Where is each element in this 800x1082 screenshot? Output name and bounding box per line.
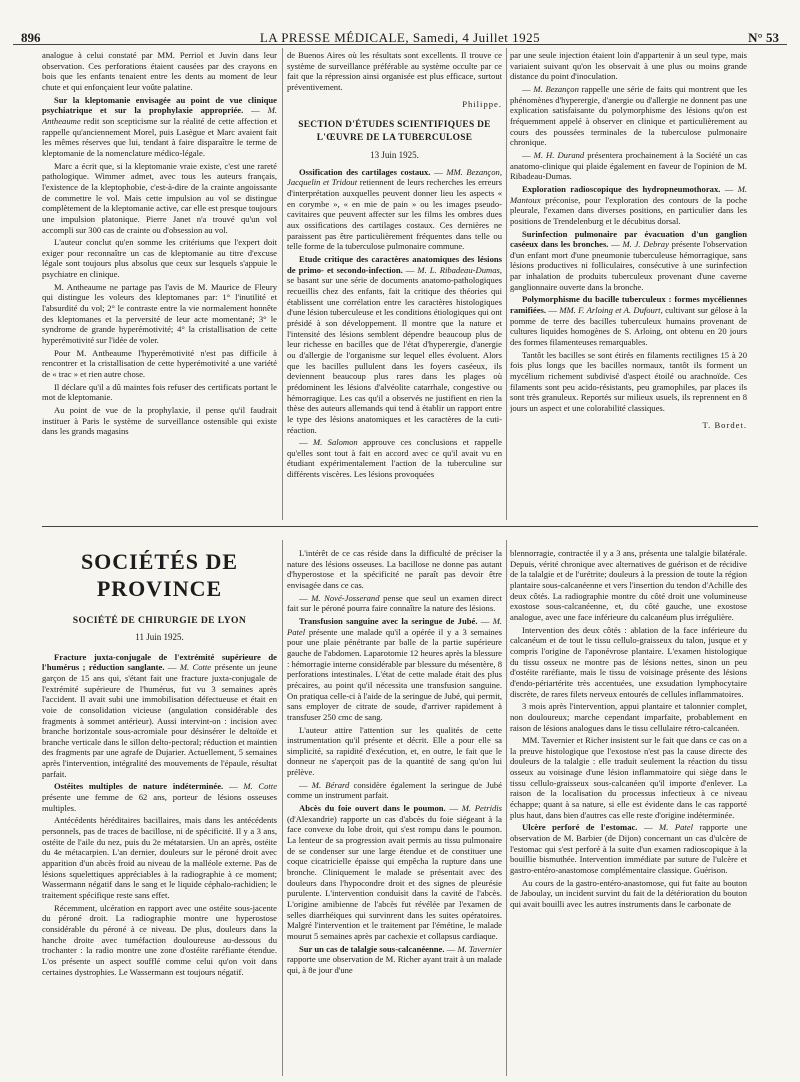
paragraph: Au point de vue de la prophylaxie, il pense qu'il faudrait instituer à Paris le système de surveillance ostensible qui existe dans les grands magasins — [42, 405, 277, 437]
paragraph: Exploration radioscopique des hydropneumothorax. — M. Mantoux préconise, pour l'exploration des contours de la poche pleurale, l'examen dans diverses positions, en particulier dans les positions de Trendelenburg et le décubitus dorsal. — [510, 183, 747, 226]
section-divider — [42, 526, 758, 527]
column-rule — [506, 540, 507, 1076]
author: MM. Bezançon, Jacquelin et Tridout — [287, 166, 502, 188]
author: M. Bérard — [311, 779, 350, 790]
paragraph: — M. Salomon approuve ces conclusions et rappelle qu'elles sont tout à fait en accord avec ce qu'il avait vu en étudiant expérimentalement l'action de la tuberculine sur différents viscères. Les lésions provoquées — [287, 437, 502, 480]
article-heading: Fracture juxta-conjugale de l'extrémité supérieure de l'humérus ; réduction sanglante. — [42, 651, 277, 673]
paragraph: Ulcère perforé de l'estomac. — M. Patel rapporte une observation de M. Barbier (de Dijon) concernant un cas d'ulcère de l'estomac qui s'est perforé à la suite d'un examen radioscopique à la bouillie bismuthée. Intervention immédiate par suture de l'ulcère et gastro-entéro-anastomose complémentaire classique. Guérison. — [510, 822, 747, 876]
paragraph: Fracture juxta-conjugale de l'extrémité supérieure de l'humérus ; réduction sanglante. — M. Cotte présente un jeune garçon de 15 ans qui, s'étant fait une fracture juxta-conjugale de l'extrémité supérieure de l'humérus, fut vu 3 semaines après l'accident. Il avait subi une immobilisation défectueuse et était en voie de consolidation vicieuse (angulation considérable des fragments à sommet antérieur). Aussi intervint-on : incision avec branche horizontale sous-acromiale pour désinsérer le deltoïde et branche verticale dans le sillon delto-pectoral; réduction et maintien des fragments par une agrafe de Dujarier. Actuellement, 5 semaines après l'intervention, intégralité des mouvements de l'épaule, résultat parfait. — [42, 651, 277, 779]
paragraph: — M. Bérard considère également la seringue de Jubé comme un instrument parfait. — [287, 779, 502, 801]
article-heading: Surinfection pulmonaire par évacuation d'un ganglion caséeux dans les bronches. — [510, 228, 747, 250]
author: M. Patel — [287, 615, 502, 637]
paragraph: Récemment, ulcération en rapport avec une ostéite sous-jacente du péroné droit. La radiographie montre une hyperostose considérable du péroné à ce niveau. De plus, douleurs dans la hanche droite avec tuméfaction douloureuse au-dessous du trochanter : la radio montre une zone d'ostéite raréfiante étendue. L'os présente un aspect soufflé comme celui qu'on voit dans certaines dystrophies. Le Wassermann est toujours négatif. — [42, 902, 277, 977]
paragraph: blennorragie, contractée il y a 3 ans, présenta une talalgie bilatérale. Depuis, vérité chronique avec alternatives de guérison et de récidive de la talalgie et de l'urétrite; douleurs à la pression de toute la région plantaire sous-calcanéenne et vers l'insertion du tendon d'Achille des deux côtés. La radiographie montre du côté droit une volumineuse exostose sous-calcanéenne, et, du côté gauche, une exostose analogue, avec une face inférieure du calcanéum plus irrégulière. — [510, 548, 747, 622]
paragraph: — M. Nové-Josserand pense que seul un examen direct fait sur le péroné pourra faire connaître la nature des lésions. — [287, 592, 502, 614]
author: M. Mantoux — [510, 183, 747, 205]
paragraph: Ossification des cartilages costaux. — MM. Bezançon, Jacquelin et Tridout retiennent de leurs recherches les erreurs d'interprétation auxquelles peuvent donner lieu les aspects « en corymbe », « en mie de pain » ou les images pseudo-cavitaires que peuvent affecter sur les films les ombres dues aux ossifications des cartilages costaux. Ces dernières ne paraissent pas être particulièrement fréquentes dans telle ou telle forme de la tuberculose pulmonaire commune. — [287, 166, 502, 252]
paragraph: Sur la kleptomanie envisagée au point de vue clinique psychiatrique et sur la prophylaxie appropriée. — M. Antheaume redit son scepticisme sur la réalité de cette affection et rappelle qu'anciennement Morel, puis Lasègue et Marc avaient fait les mêmes réserves que lui, tendant à faire disparaître le terme de kleptomanie de la nomenclature médico-légale. — [42, 94, 277, 158]
paragraph: analogue à celui constaté par MM. Perriol et Juvin dans leur observation. Ces perforations étaient causées par des crayons en bois que les enfants tenaient entre les dents au moment de leur chute et qui enfonçaient leur voûte palatine. — [42, 50, 277, 92]
paragraph: Marc a écrit que, si la kleptomanie vraie existe, c'est une rareté pathologique. Wimmer admet, avec tous les auteurs français, l'existence de la kleptophobie, c'est-à-dire de la crainte angoissante de commettre le vol. Mais cette impulsion au vol se distingue complètement de la kleptomanie active, car elle est presque toujours une impulsion platonique. Pierre Janet n'a trouvé qu'un vol accompli sur 300 cas de crainte ou d'obsession au vol. — [42, 160, 277, 235]
author: M. Antheaume — [42, 105, 277, 126]
author: M. Salomon — [312, 437, 358, 448]
paragraph: 3 mois après l'intervention, appui plantaire et talonnier complet, non douloureux; marche cependant imparfaite, probablement en raison de lésions analogues dans le tissu cellulaire rétro-calcanéen. — [510, 701, 747, 733]
signature: T. Bordet. — [702, 419, 747, 430]
author: M. Cotte — [243, 781, 277, 792]
paragraph: Polymorphisme du bacille tuberculeux : formes mycéliennes ramifiées. — MM. F. Arloing et A. Dufourt, cultivant sur gélose à la pomme de terre des bacilles tuberculeux humains provenant de cultures liquides homogènes de S. Arloing, ont obtenu en 20 jours des formes filamenteuses remarquables. — [510, 294, 747, 348]
author: M. Cotte — [179, 662, 212, 673]
society-date: 11 Juin 1925. — [135, 632, 184, 643]
journal-title: LA PRESSE MÉDICALE, Samedi, 4 Juillet 1925 — [259, 30, 541, 45]
society-title: SOCIÉTÉ DE CHIRURGIE DE LYON — [72, 614, 247, 626]
author: M. L. Ribadeau-Dumas — [417, 264, 500, 275]
signature: Philippe. — [462, 98, 502, 109]
paragraph: L'auteur attire l'attention sur les qualités de cette instrumentation qu'il présente et décrit. Elle a pour elle sa simplicité, sa rapidité d'exécution, et, en outre, le fait que le donneur ne s'aperçoit pas de la quantité de sang qu'on lui prélève. — [287, 724, 502, 778]
article-heading: Exploration radioscopique des hydropneumothorax. — [522, 183, 721, 194]
top-column-3 — [510, 50, 747, 517]
column-rule — [282, 48, 283, 520]
article-heading: Ossification des cartilages costaux. — [299, 166, 431, 177]
section-date: 13 Juin 1925. — [370, 149, 419, 160]
paragraph: MM. Tavernier et Richer insistent sur le fait que dans ce cas on a la preuve histologique que l'exostose n'est pas la cause directe des douleurs de la talalgie : elle traduit seulement la réaction du tissu osseux au voisinage d'une lésion inflammatoire qui siège dans le tissu cellulo-graisseux sous-calcanéen qu'il importe d'enlever. La raison de la localisation du processus infectieux à ce niveau échappe; quant à sa nature, si elle est évidente dans le cas rapporté plus haut, dans bien d'autres cas elle reste d'origine indéterminée. — [510, 735, 747, 820]
paragraph: Au cours de la gastro-entéro-anastomose, qui fut faite au bouton de Jaboulay, un incident survint du fait de la détérioration du bouton qui avait bouilli avec les autres instruments dans le carbonate de — [510, 877, 747, 909]
paragraph: Tantôt les bacilles se sont étirés en filaments rectilignes 15 à 20 fois plus longs que les bacilles normaux, tantôt ils forment un mycélium richement subdivisé d'aspect étoilé ou arachnoïde. Ces filaments sont peu acido-résistants, peu gramophiles, par places ils sont très granuleux. Reportés sur milieux usuels, ils reprennent en 8 jours un aspect et une colorabilité classiques. — [510, 349, 747, 413]
top-column-1 — [42, 50, 277, 517]
column-rule — [282, 540, 283, 1076]
paragraph: L'intérêt de ce cas réside dans la difficulté de préciser la nature des lésions osseuses. La bacillose ne donne pas autant d'hyperostose et la spécificité ne paraît pas devoir être envisagée dans ce cas. — [287, 548, 502, 590]
article-heading: Abcès du foie ouvert dans le poumon. — [299, 803, 446, 814]
paragraph: L'auteur conclut qu'en somme les critériums que l'expert doit exiger pour reconnaître un cas de kleptomanie au titre d'excuse légale sont toujours plus absolus que ceux sur lesquels s'appuie le psychiatre en clinique. — [42, 237, 277, 280]
bottom-column-3 — [510, 548, 747, 1076]
article-heading: Ostéites multiples de nature indéterminée. — [54, 781, 224, 792]
paragraph: Pour M. Antheaume l'hyperémotivité n'est pas difficile à rencontrer et la cristallisation de cette hyperémotivité a une variété de « trac » et rien autre chose. — [42, 347, 277, 380]
paragraph: par une seule injection étaient loin d'appartenir à un seul type, mais variaient suivant qu'on les observait à une plus ou moins grande distance du point d'inoculation. — [510, 50, 747, 82]
paragraph: M. Antheaume ne partage pas l'avis de M. Maurice de Fleury qui distingue les voleurs des kleptomanes par: 1° l'inutilité et l'absurdité du vol; 2° le contraste entre la vie normalement honnête des kleptomanes et la perversité de leur acte momentané; 3° le syndrome de grande hyperémotivité; 4° la cristallisation de cette hyperémotivité sur l'idée de voler. — [42, 281, 277, 346]
paragraph: Surinfection pulmonaire par évacuation d'un ganglion caséeux dans les bronches. — M. J. Debray présente l'observation d'un enfant mort d'une pneumonie tuberculeuse hémorragique, sans lésions productives ni folliculaires, consécutive à une surinfection par inhalation de produits tuberculeux provenant d'une caverne ganglionnaire ouverte dans la bronche. — [510, 228, 747, 292]
article-heading: Etude critique des caractères anatomiques des lésions de primo- et secondo-infection. — [287, 254, 502, 275]
paragraph: de Buenos Aires où les résultats sont excellents. Il trouve ce système de surveillance préférable au système occulte par ce fait que la répression ainsi organisée est plus efficace, surtout préventivement. — [287, 50, 502, 92]
article-heading: Sur un cas de talalgie sous-calcanéenne. — [299, 943, 445, 954]
top-column-2 — [287, 50, 502, 517]
column-rule — [506, 48, 507, 520]
page-header — [13, 4, 787, 45]
author: M. H. Durand — [533, 149, 585, 160]
paragraph: Transfusion sanguine avec la seringue de Jubé. — M. Patel présente une malade qu'il a opérée il y a 3 semaines pour une plaie pénétrante par balle de la partie supérieure gauche de l'abdomen. Laparotomie 12 heures après la blessure : hémorragie interne considérable par blessure du mésentère, 8 perforations intestinales. L'état de cette malade était des plus précaires, au point qu'il nécessita une transfusion sanguine. On pratiqua celle-ci à l'aide de la seringue de Jubé, qui permit, sans employer de citrate de soude, d'arriver rapidement à transfuser 250 cmc de sang. — [287, 615, 502, 722]
section-title: SECTION D'ÉTUDES SCIENTIFIQUES DE L'ŒUVRE DE LA TUBERCULOSE — [298, 120, 491, 144]
paragraph: Intervention des deux côtés : ablation de la face inférieure du calcanéum et de tout le tissu cellulo-graisseux du talon, jusque et y compris l'origine de l'aponévrose plantaire. L'examen histologique du tissu osseux ne montre pas de lésions nettes, sinon un peu d'ostéite raréfiante, mais le tissu de voisinage présente des lésions d'endo-périartérite très accentuées, une exsudation lymphocytaire discrète, de rares filets nerveux entourés de cellules inflammatoires. — [510, 624, 747, 699]
page-number: 896 — [21, 30, 41, 45]
section-big-title: SOCIÉTÉS DE PROVINCE — [80, 549, 239, 602]
author: MM. F. Arloing et A. Dufourt, — [559, 305, 663, 316]
article-heading: Transfusion sanguine avec la seringue de Jubé. — [299, 615, 478, 626]
paragraph: Il déclare qu'il a dû maintes fois refuser des certificats portant le mot de kleptomanie. — [42, 381, 277, 403]
article-heading: Ulcère perforé de l'estomac. — [522, 822, 638, 833]
author: M. Tavernier — [457, 943, 502, 954]
paragraph: — M. H. Durand présentera prochainement à la Société un cas anatomo-clinique qui plaide également en faveur de l'opinion de M. Ribadeau-Dumas. — [510, 149, 747, 182]
article-heading: Polymorphisme du bacille tuberculeux : formes mycéliennes ramifiées. — [510, 294, 747, 316]
paragraph: Abcès du foie ouvert dans le poumon. — M. Petridis (d'Alexandrie) rapporte un cas d'abcès du foie siégeant à la face convexe du lobe droit, qui s'est rompu dans le poumon. La lenteur de sa progression avait permis au tissu pulmonaire de se condenser sur une large étendue et de constituer une coque cicatricielle épaisse qui empêcha la rupture dans une bronche. Cliniquement le malade se présentait avec des douleurs dans l'hypocondre droit et des signes de pleurésie purulente. L'intervention conduisit dans la cavité de l'abcès. L'origine amibienne de l'abcès fut révélée par l'examen de selles diarrhéiques qui survinrent dans les suites opératoires. Malgré l'intervention et le traitement par l'émétine, le malade mourut 5 semaines après par cachexie et collapsus cardiaque. — [287, 803, 502, 941]
paragraph: Ostéites multiples de nature indéterminée. — M. Cotte présente une femme de 62 ans, porteur de lésions osseuses multiples. — [42, 781, 277, 813]
paragraph: — M. Bezançon rappelle une série de faits qui montrent que les phénomènes d'hyperergie, d'anergie ou d'allergie ne donnent pas une explication satisfaisante du polymorphisme des lésions qu'on est fréquemment appelé à observer en clinique et particulièrement au cours des poussées terminales de la tuberculose pulmonaire chronique. — [510, 83, 747, 148]
author: M. J. Debray — [622, 239, 669, 250]
author: M. Petridis — [461, 803, 502, 814]
author: M. Bezançon — [533, 83, 579, 94]
article-heading: Sur la kleptomanie envisagée au point de vue clinique psychiatrique et sur la prophylaxie appropriée. — [42, 94, 277, 116]
paragraph: Sur un cas de talalgie sous-calcanéenne. — M. Tavernier rapporte une observation de M. Richer ayant trait à un malade qui, à 8e jour d'une — [287, 943, 502, 975]
paragraph: Antécédents héréditaires bacillaires, mais dans les antécédents personnels, pas de traces de bacillose, ni de spécificité. Il y a 3 ans, ostéite de l'aile du nez, puis du 2e métatarsien. Un an après, ostéite du 4e métacarpien. L'an dernier, douleurs sur le péroné droit avec apparition d'un abcès froid au niveau de la malléole externe. Pas de lésions squelettiques appréciables à la radiographie à ce moment; Wassermann négatif dans le sang et le liquide céphalo-rachidien; le traitement spécifique reste sans effet. — [42, 815, 277, 901]
issue-number: N° 53 — [748, 30, 779, 45]
bottom-column-2 — [287, 548, 502, 1076]
author: M. Nové-Josserand — [311, 592, 380, 603]
paragraph: Etude critique des caractères anatomiques des lésions de primo- et secondo-infection. — M. L. Ribadeau-Dumas, se basant sur une série de documents anatomo-pathologiques recueillis chez des enfants, fait la critique des théories qui établissent une corrélation entre les caractères histologiques d'une lésion tuberculeuse et les conditions étiologiques qui ont présidé à son développement. Il montre que la nature et l'intensité des lésions semblent dépendre beaucoup plus de leur richesse en bacilles que de l'état d'hyperergie, d'anergie ou d'allergie de l'organisme sur lequel elles évoluent. Alors que les bacilles pullulent dans les foyers caséeux, ils deviennent beaucoup plus rares dans les plages où prédominent les lésions d'alvéolite catarrhale, congestive ou hémorragique. Les cas qu'il a observés ne justifient en rien la thèse des auteurs allemands qui tend à établir un rapport entre le type des lésions anatomiques et les caractères de la cuti-réaction. — [287, 254, 502, 435]
bottom-column-1 — [42, 546, 277, 1076]
author: M. Patel — [659, 822, 693, 833]
